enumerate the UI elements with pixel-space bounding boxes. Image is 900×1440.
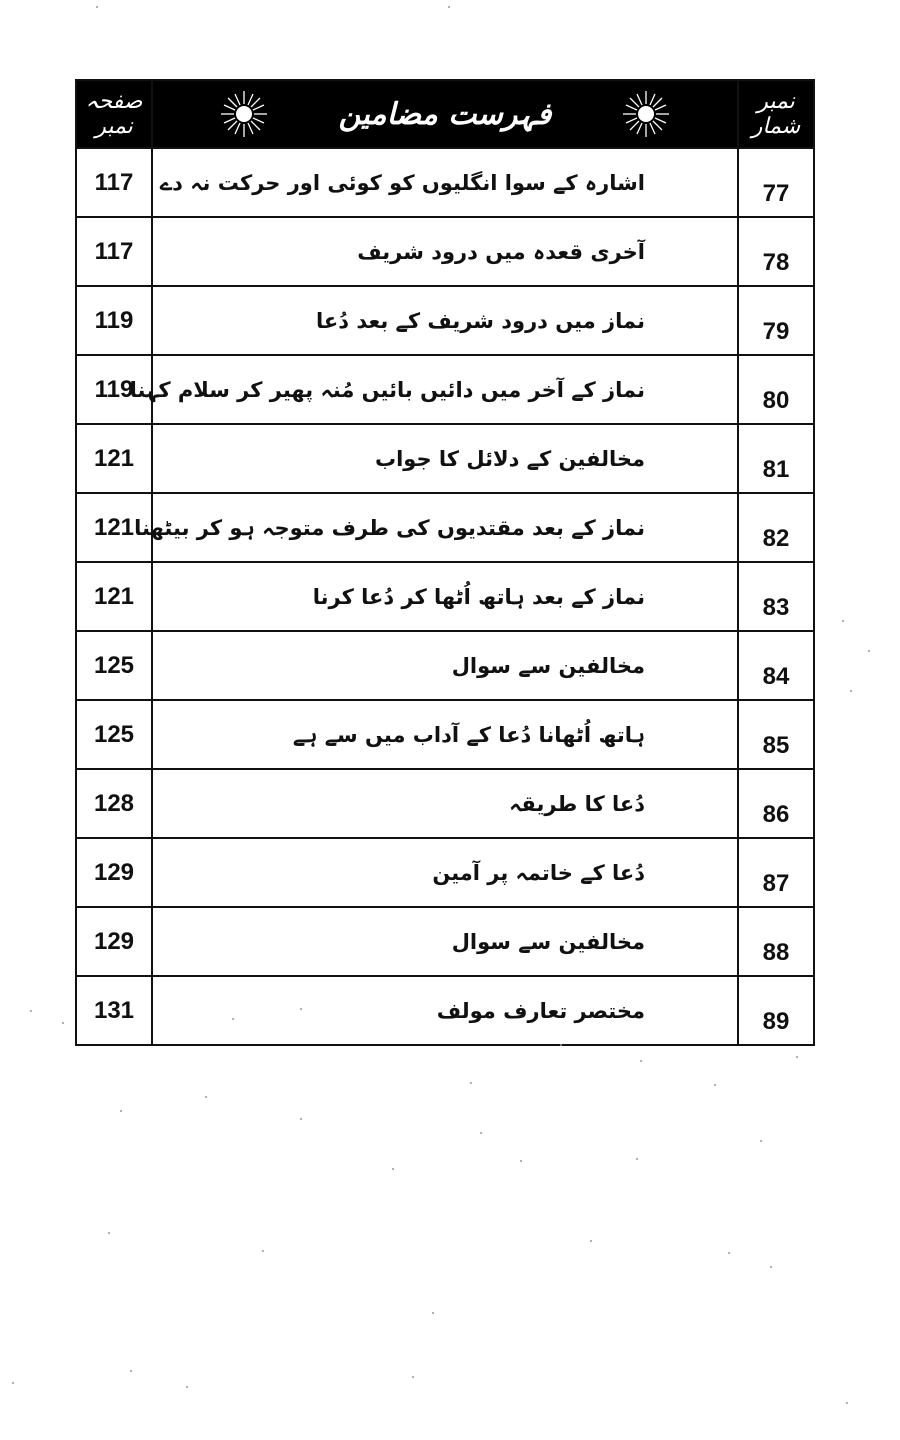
sunburst-icon bbox=[621, 89, 671, 139]
serial-number: 78 bbox=[738, 217, 814, 286]
serial-number: 77 bbox=[738, 148, 814, 217]
scan-speck bbox=[868, 650, 870, 652]
topic-title: نماز کے بعد مقتدیوں کی طرف متوجہ ہو کر بیٹھنا bbox=[152, 493, 738, 562]
serial-number: 84 bbox=[738, 631, 814, 700]
page-number: 125 bbox=[76, 631, 152, 700]
scan-speck bbox=[62, 1022, 64, 1024]
table-row bbox=[76, 355, 814, 424]
serial-number: 85 bbox=[738, 700, 814, 769]
scan-speck bbox=[640, 1060, 642, 1062]
contents-table bbox=[75, 79, 815, 1046]
serial-number: 87 bbox=[738, 838, 814, 907]
scan-speck bbox=[796, 1056, 798, 1058]
table-header-row bbox=[76, 80, 814, 148]
page-number: 129 bbox=[76, 838, 152, 907]
scan-speck bbox=[760, 1140, 762, 1142]
scan-speck bbox=[846, 1402, 848, 1404]
scan-speck bbox=[30, 1010, 32, 1012]
scan-speck bbox=[636, 1158, 638, 1160]
contents-title: فہرست مضامین bbox=[338, 96, 552, 132]
topic-title: مخالفین کے دلائل کا جواب bbox=[152, 424, 738, 493]
page-number: 121 bbox=[76, 493, 152, 562]
page-number: 128 bbox=[76, 769, 152, 838]
scan-speck bbox=[728, 1252, 730, 1254]
scan-speck bbox=[480, 1132, 482, 1134]
scan-speck bbox=[590, 1240, 592, 1242]
serial-number: 82 bbox=[738, 493, 814, 562]
scan-speck bbox=[432, 1312, 434, 1314]
scan-speck bbox=[412, 1376, 414, 1378]
page-number: 129 bbox=[76, 907, 152, 976]
table-row bbox=[76, 976, 814, 1045]
scan-speck bbox=[108, 1232, 110, 1234]
page-number-header: صفحہ نمبر bbox=[76, 80, 152, 148]
scan-speck bbox=[262, 1250, 264, 1252]
serial-number: 80 bbox=[738, 355, 814, 424]
topic-title: اشارہ کے سوا انگلیوں کو کوئی اور حرکت نہ دے bbox=[152, 148, 738, 217]
scan-speck bbox=[186, 1386, 188, 1388]
table-row bbox=[76, 148, 814, 217]
page-number: 117 bbox=[76, 148, 152, 217]
scan-speck bbox=[850, 690, 852, 692]
serial-number-header: نمبر شمار bbox=[738, 80, 814, 148]
table-row bbox=[76, 631, 814, 700]
scan-speck bbox=[842, 620, 844, 622]
serial-number: 89 bbox=[738, 976, 814, 1045]
page-number: 131 bbox=[76, 976, 152, 1045]
scan-speck bbox=[392, 1168, 394, 1170]
topic-title: ہاتھ اُٹھانا دُعا کے آداب میں سے ہے bbox=[152, 700, 738, 769]
table-row bbox=[76, 424, 814, 493]
topic-title: مخالفین سے سوال bbox=[152, 631, 738, 700]
page-number: 121 bbox=[76, 424, 152, 493]
serial-number: 86 bbox=[738, 769, 814, 838]
table-row bbox=[76, 562, 814, 631]
table-row bbox=[76, 286, 814, 355]
scan-speck bbox=[770, 1266, 772, 1268]
page-number: 125 bbox=[76, 700, 152, 769]
table-row bbox=[76, 700, 814, 769]
table-row bbox=[76, 217, 814, 286]
table-row bbox=[76, 769, 814, 838]
topic-title: نماز میں درود شریف کے بعد دُعا bbox=[152, 286, 738, 355]
scan-speck bbox=[205, 1096, 207, 1098]
scan-speck bbox=[120, 1110, 122, 1112]
serial-number: 79 bbox=[738, 286, 814, 355]
table-row bbox=[76, 838, 814, 907]
scan-speck bbox=[520, 1160, 522, 1162]
scan-speck bbox=[714, 1084, 716, 1086]
topic-title: مختصر تعارف مولف bbox=[152, 976, 738, 1045]
topic-title: دُعا کے خاتمہ پر آمین bbox=[152, 838, 738, 907]
serial-number: 81 bbox=[738, 424, 814, 493]
contents-title-cell bbox=[152, 80, 738, 148]
page-number: 119 bbox=[76, 286, 152, 355]
scan-speck bbox=[470, 1082, 472, 1084]
scan-speck bbox=[300, 1008, 302, 1010]
topic-title: مخالفین سے سوال bbox=[152, 907, 738, 976]
page-number: 121 bbox=[76, 562, 152, 631]
topic-title: نماز کے بعد ہاتھ اُٹھا کر دُعا کرنا bbox=[152, 562, 738, 631]
scan-speck bbox=[560, 1044, 562, 1046]
table-row bbox=[76, 907, 814, 976]
serial-number: 88 bbox=[738, 907, 814, 976]
topic-title: آخری قعدہ میں درود شریف bbox=[152, 217, 738, 286]
scan-speck bbox=[300, 1118, 302, 1120]
serial-number: 83 bbox=[738, 562, 814, 631]
scan-speck bbox=[130, 1370, 132, 1372]
scan-speck bbox=[96, 6, 98, 8]
sunburst-icon bbox=[219, 89, 269, 139]
scan-speck bbox=[448, 6, 450, 8]
scan-speck bbox=[232, 1018, 234, 1020]
topic-title: دُعا کا طریقہ bbox=[152, 769, 738, 838]
table-row bbox=[76, 493, 814, 562]
scan-speck bbox=[12, 1382, 14, 1384]
page-number: 119 bbox=[76, 355, 152, 424]
page-number: 117 bbox=[76, 217, 152, 286]
topic-title: نماز کے آخر میں دائیں بائیں مُنہ پھیر کر سلام کہنا bbox=[152, 355, 738, 424]
